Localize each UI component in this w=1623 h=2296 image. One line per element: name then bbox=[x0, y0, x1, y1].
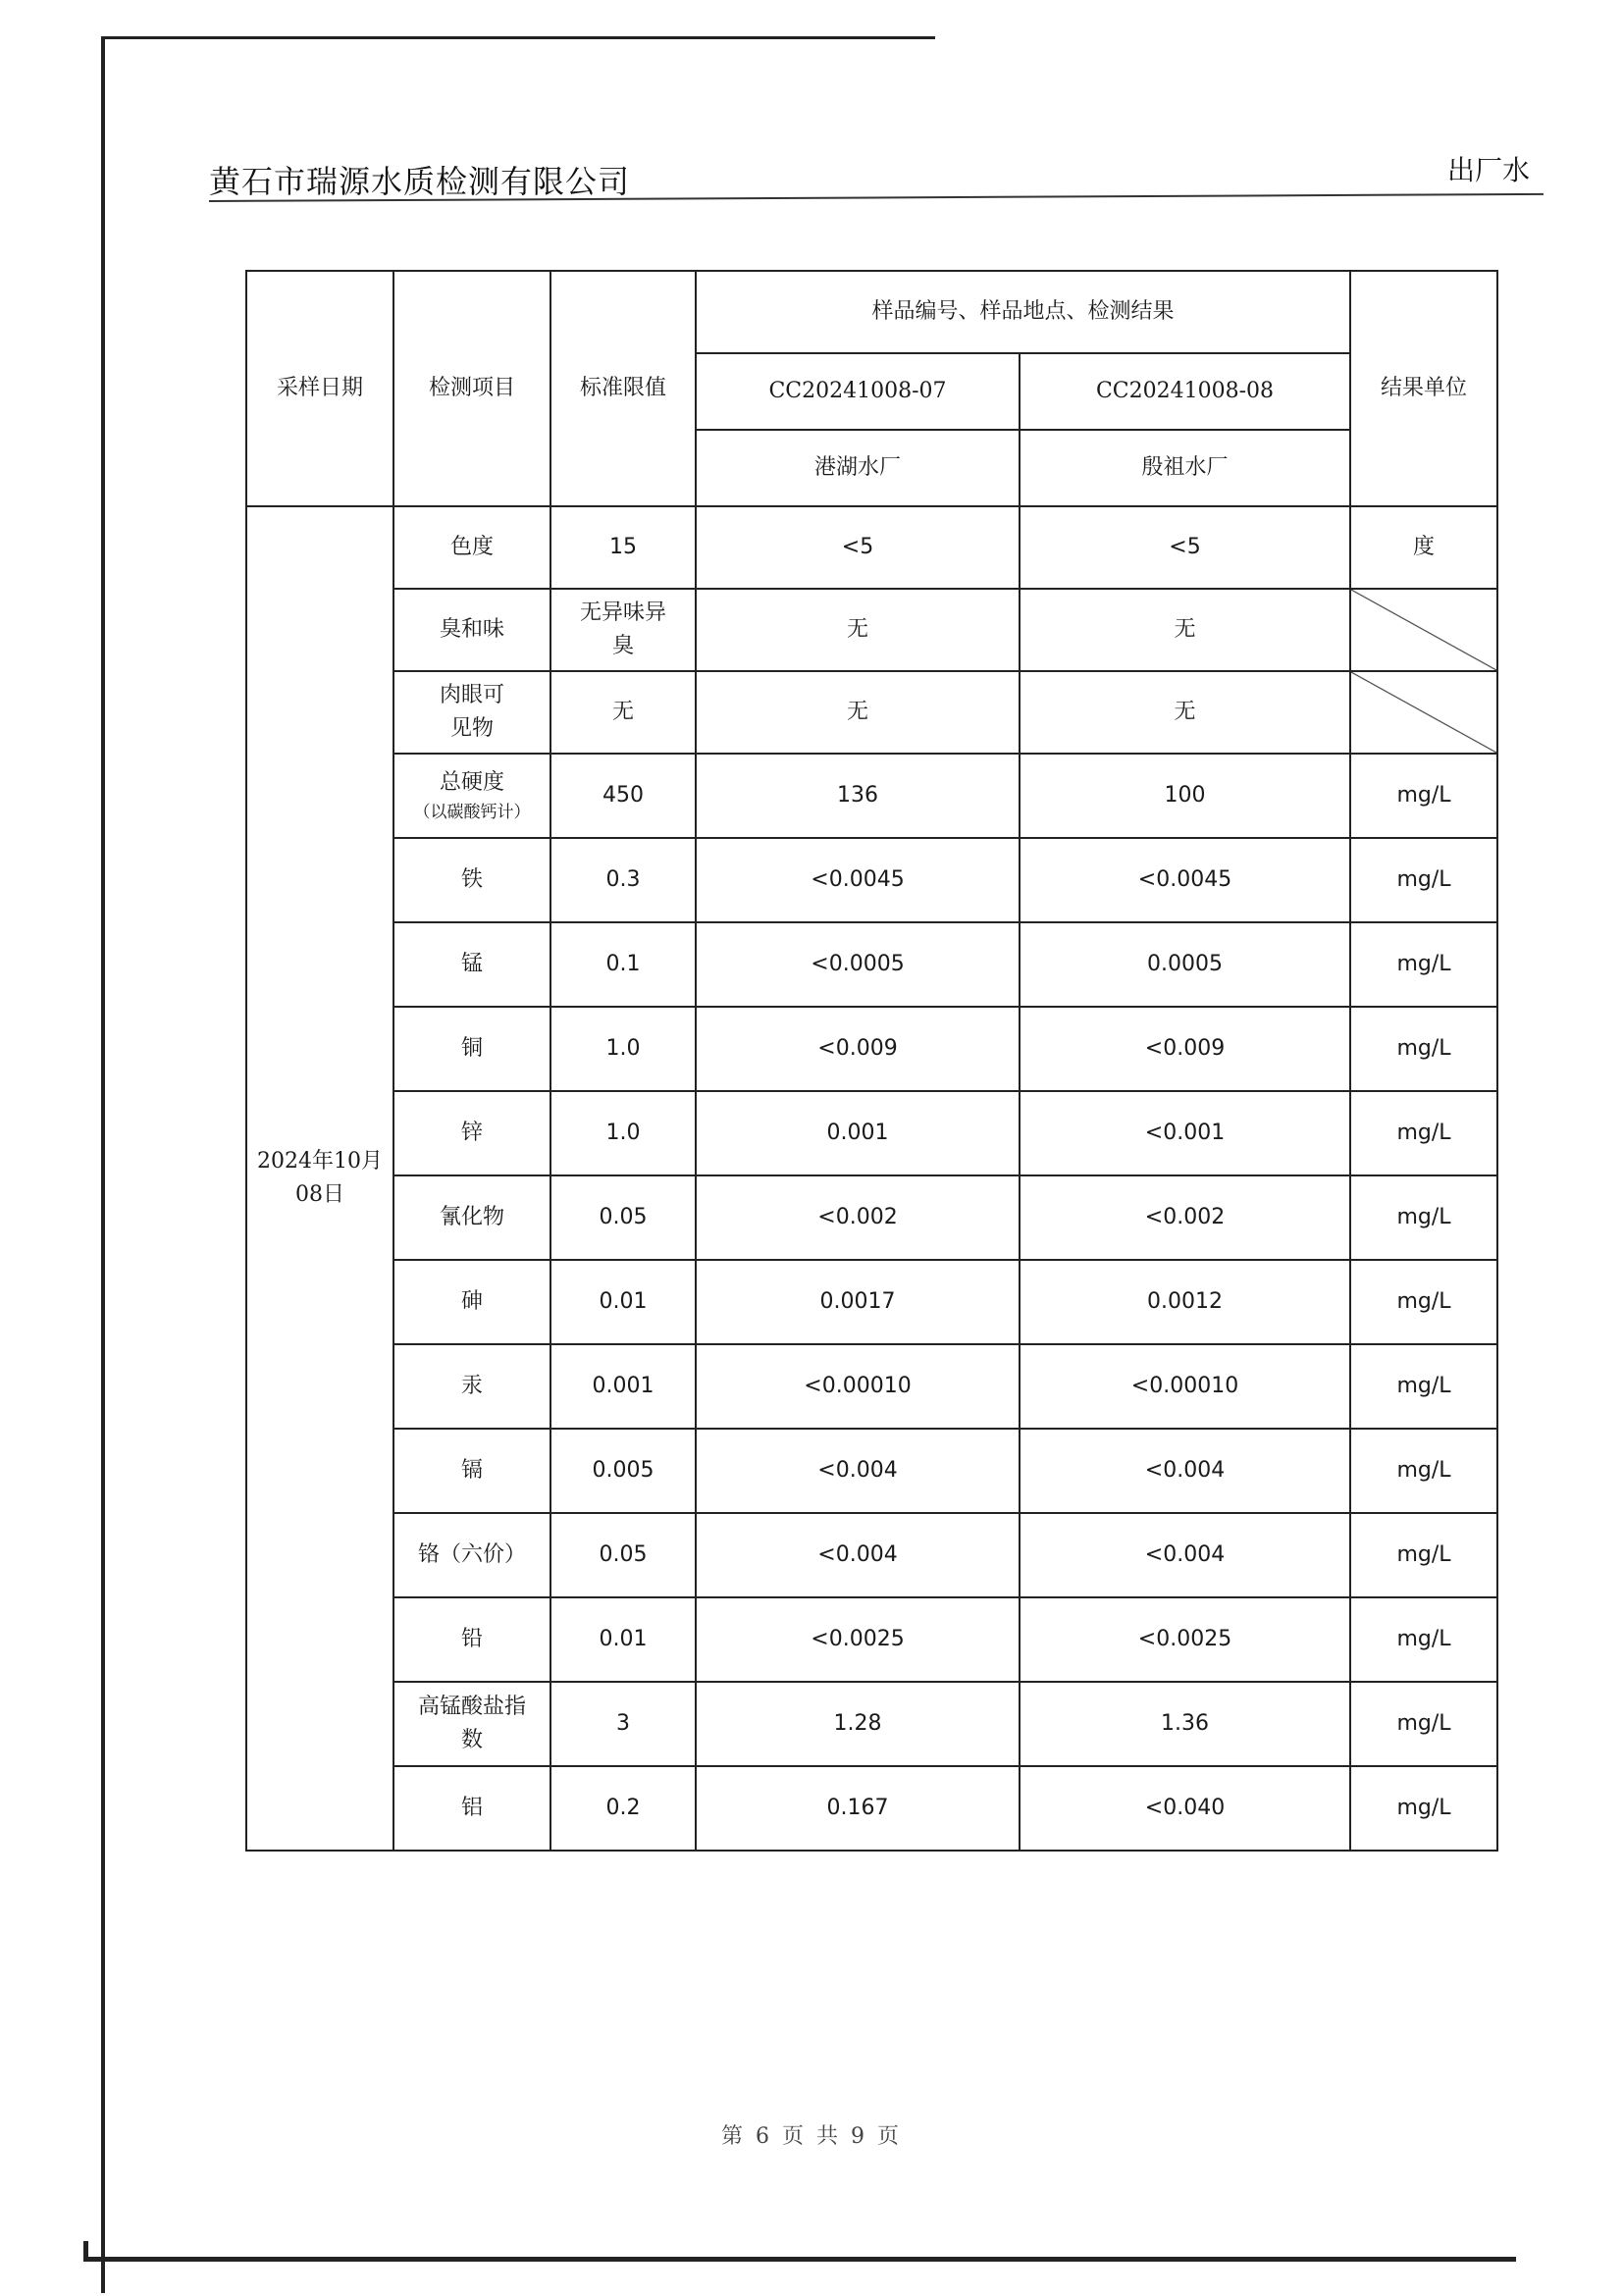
sample-site-2: 殷祖水厂 bbox=[1020, 430, 1350, 506]
test-item: 锌 bbox=[393, 1091, 550, 1175]
test-item: 铜 bbox=[393, 1007, 550, 1091]
page-frame-corner bbox=[83, 2241, 88, 2261]
test-item: 臭和味 bbox=[393, 589, 550, 671]
header-test-item: 检测项目 bbox=[393, 271, 550, 506]
unit-not-applicable bbox=[1350, 589, 1497, 671]
result-unit: mg/L bbox=[1350, 1344, 1497, 1429]
results-table bbox=[245, 270, 1498, 1852]
result-unit: mg/L bbox=[1350, 754, 1497, 838]
test-item: 氰化物 bbox=[393, 1175, 550, 1260]
standard-limit: 0.05 bbox=[550, 1513, 696, 1597]
test-item: 铬（六价） bbox=[393, 1513, 550, 1597]
standard-limit: 0.01 bbox=[550, 1260, 696, 1344]
standard-limit: 0.2 bbox=[550, 1766, 696, 1851]
standard-limit: 0.01 bbox=[550, 1597, 696, 1682]
test-item: 锰 bbox=[393, 922, 550, 1007]
header-standard-limit: 标准限值 bbox=[550, 271, 696, 506]
standard-limit: 15 bbox=[550, 506, 696, 589]
result-sample-1: <0.009 bbox=[696, 1007, 1020, 1091]
page-frame-bottom bbox=[83, 2257, 1516, 2262]
result-unit: mg/L bbox=[1350, 1260, 1497, 1344]
result-unit: mg/L bbox=[1350, 838, 1497, 922]
result-unit: mg/L bbox=[1350, 1007, 1497, 1091]
result-sample-2: 1.36 bbox=[1020, 1682, 1350, 1766]
standard-limit: 0.1 bbox=[550, 922, 696, 1007]
result-sample-1: <0.004 bbox=[696, 1513, 1020, 1597]
standard-limit: 1.0 bbox=[550, 1091, 696, 1175]
result-sample-2: <0.004 bbox=[1020, 1429, 1350, 1513]
sample-site-1: 港湖水厂 bbox=[696, 430, 1020, 506]
result-sample-1: 无 bbox=[696, 589, 1020, 671]
sampling-date: 2024年10月08日 bbox=[246, 506, 393, 1851]
unit-not-applicable bbox=[1350, 671, 1497, 754]
sample-id-1: CC20241008-07 bbox=[696, 353, 1020, 430]
result-sample-1: <0.004 bbox=[696, 1429, 1020, 1513]
result-sample-2: <0.001 bbox=[1020, 1091, 1350, 1175]
result-unit: mg/L bbox=[1350, 1513, 1497, 1597]
result-unit: mg/L bbox=[1350, 1429, 1497, 1513]
standard-limit: 450 bbox=[550, 754, 696, 838]
result-sample-1: <0.00010 bbox=[696, 1344, 1020, 1429]
result-sample-2: <0.002 bbox=[1020, 1175, 1350, 1260]
standard-limit: 0.05 bbox=[550, 1175, 696, 1260]
test-item: 汞 bbox=[393, 1344, 550, 1429]
header-sample-group: 样品编号、样品地点、检测结果 bbox=[696, 271, 1350, 353]
test-item: 镉 bbox=[393, 1429, 550, 1513]
result-unit: mg/L bbox=[1350, 1766, 1497, 1851]
result-sample-1: 0.0017 bbox=[696, 1260, 1020, 1344]
result-sample-2: <0.0045 bbox=[1020, 838, 1350, 922]
result-unit: mg/L bbox=[1350, 1091, 1497, 1175]
test-item: 高锰酸盐指数 bbox=[393, 1682, 550, 1766]
result-sample-2: 无 bbox=[1020, 589, 1350, 671]
header-result-unit: 结果单位 bbox=[1350, 271, 1497, 506]
standard-limit: 0.3 bbox=[550, 838, 696, 922]
result-sample-1: 1.28 bbox=[696, 1682, 1020, 1766]
test-item: 总硬度 bbox=[439, 769, 504, 795]
result-sample-1: <0.0025 bbox=[696, 1597, 1020, 1682]
result-sample-2: <0.0025 bbox=[1020, 1597, 1350, 1682]
result-sample-2: 100 bbox=[1020, 754, 1350, 838]
standard-limit: 3 bbox=[550, 1682, 696, 1766]
standard-limit: 0.001 bbox=[550, 1344, 696, 1429]
result-sample-2: <5 bbox=[1020, 506, 1350, 589]
page-number: 第 6 页 共 9 页 bbox=[721, 2124, 902, 2149]
standard-limit: 无异味异臭 bbox=[550, 589, 696, 671]
result-sample-2: <0.040 bbox=[1020, 1766, 1350, 1851]
result-sample-1: <0.0005 bbox=[696, 922, 1020, 1007]
document-type: 出厂水 bbox=[1447, 154, 1531, 186]
result-unit: mg/L bbox=[1350, 1682, 1497, 1766]
result-sample-2: <0.00010 bbox=[1020, 1344, 1350, 1429]
test-item: 砷 bbox=[393, 1260, 550, 1344]
test-item: 铁 bbox=[393, 838, 550, 922]
result-sample-1: 0.001 bbox=[696, 1091, 1020, 1175]
result-sample-1: <0.002 bbox=[696, 1175, 1020, 1260]
page-frame-left bbox=[101, 36, 105, 2293]
test-item: 铝 bbox=[393, 1766, 550, 1851]
result-sample-2: <0.004 bbox=[1020, 1513, 1350, 1597]
result-unit: mg/L bbox=[1350, 1175, 1497, 1260]
result-sample-1: 136 bbox=[696, 754, 1020, 838]
page-frame-top bbox=[101, 36, 935, 39]
result-sample-2: 0.0005 bbox=[1020, 922, 1350, 1007]
result-sample-1: 0.167 bbox=[696, 1766, 1020, 1851]
result-unit: mg/L bbox=[1350, 1597, 1497, 1682]
result-sample-2: <0.009 bbox=[1020, 1007, 1350, 1091]
test-item: 色度 bbox=[393, 506, 550, 589]
result-sample-2: 无 bbox=[1020, 671, 1350, 754]
result-unit: 度 bbox=[1350, 506, 1497, 589]
result-sample-1: <5 bbox=[696, 506, 1020, 589]
sample-id-2: CC20241008-08 bbox=[1020, 353, 1350, 430]
test-item-cell bbox=[393, 754, 550, 838]
test-item: 肉眼可见物 bbox=[393, 671, 550, 754]
result-sample-1: 无 bbox=[696, 671, 1020, 754]
test-item: 铅 bbox=[393, 1597, 550, 1682]
result-sample-2: 0.0012 bbox=[1020, 1260, 1350, 1344]
result-sample-1: <0.0045 bbox=[696, 838, 1020, 922]
standard-limit: 0.005 bbox=[550, 1429, 696, 1513]
company-name: 黄石市瑞源水质检测有限公司 bbox=[209, 163, 631, 200]
standard-limit: 1.0 bbox=[550, 1007, 696, 1091]
header-sampling-date: 采样日期 bbox=[246, 271, 393, 506]
standard-limit: 无 bbox=[550, 671, 696, 754]
result-unit: mg/L bbox=[1350, 922, 1497, 1007]
test-item-note: （以碳酸钙计） bbox=[413, 802, 531, 822]
